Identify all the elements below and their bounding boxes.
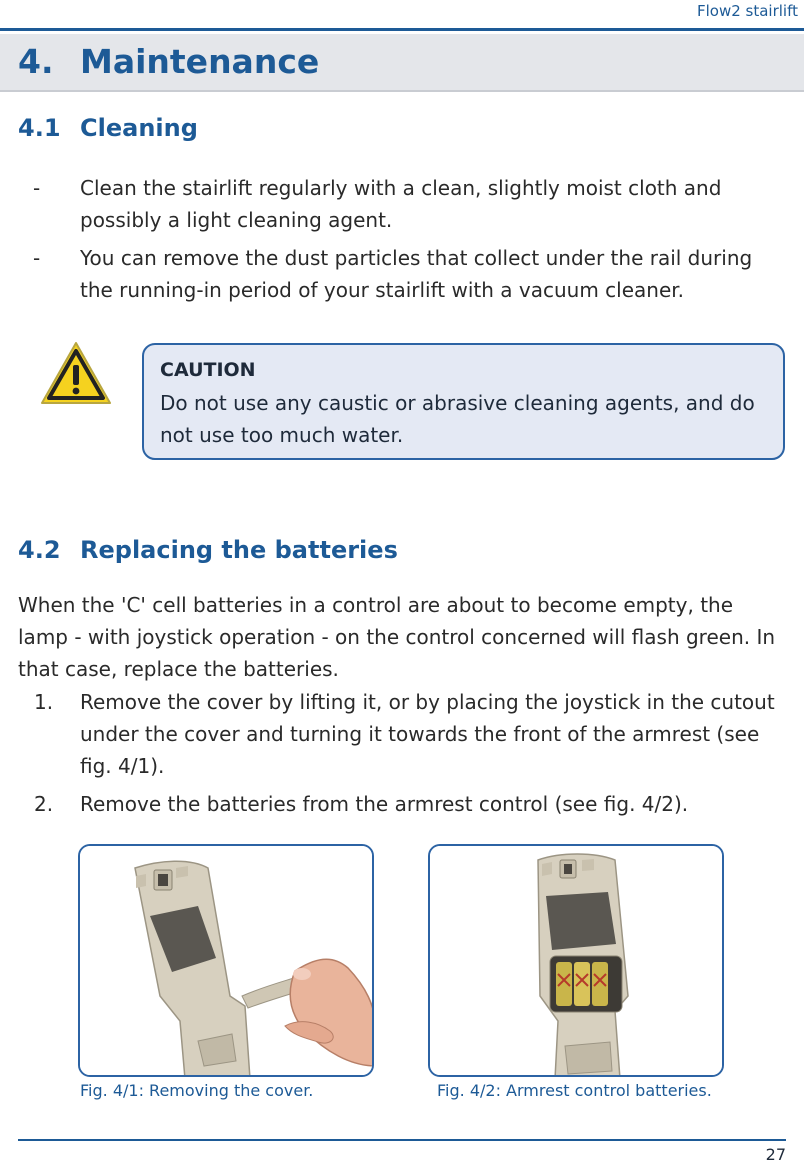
section-number: 4.1 <box>18 114 61 142</box>
section-heading-batteries <box>18 536 398 564</box>
step-text: Remove the cover by lifting it, or by placing the joystick in the cutout under the cover and turning it towards the front of the armrest (see fig. 4/1). <box>80 690 775 778</box>
header-rule <box>0 28 804 31</box>
chapter-number: 4. <box>18 42 54 81</box>
list-item <box>34 686 790 782</box>
chapter-title: Maintenance <box>80 42 320 81</box>
figure-armrest-batteries <box>428 844 724 1077</box>
bullet-marker: - <box>33 176 41 200</box>
list-item-text: You can remove the dust particles that collect under the rail during the running-in period of your stairlift with a vacuum cleaner. <box>80 246 753 302</box>
figure-removing-cover <box>78 844 374 1077</box>
list-item <box>33 242 790 306</box>
section-number: 4.2 <box>18 536 61 564</box>
footer-rule <box>18 1139 786 1141</box>
section-title: Replacing the batteries <box>80 536 398 564</box>
chapter-heading <box>18 42 319 81</box>
section-heading-cleaning <box>18 114 198 142</box>
header-product-name: Flow2 stairlift <box>696 2 798 20</box>
figure-caption: Fig. 4/1: Removing the cover. <box>80 1081 314 1100</box>
step-number: 2. <box>34 792 54 816</box>
page-number: 27 <box>765 1145 786 1163</box>
warning-triangle-icon <box>40 340 112 406</box>
list-item-text: Clean the stairlift regularly with a clean, slightly moist cloth and possibly a light cleaning agent. <box>80 176 722 232</box>
list-item <box>33 172 790 236</box>
figure-caption: Fig. 4/2: Armrest control batteries. <box>437 1081 712 1100</box>
caution-text: Do not use any caustic or abrasive cleaning agents, and do not use too much water. <box>160 391 755 447</box>
step-number: 1. <box>34 690 54 714</box>
caution-box <box>142 343 785 460</box>
step-text: Remove the batteries from the armrest control (see fig. 4/2). <box>80 792 689 816</box>
list-item <box>34 788 790 820</box>
caution-title: CAUTION <box>160 359 256 381</box>
section-title: Cleaning <box>80 114 198 142</box>
bullet-marker: - <box>33 246 41 270</box>
intro-paragraph: When the 'C' cell batteries in a control are about to become empty, the lamp - with joystick operation - on the control concerned will flash green. In that case, replace the batteries. <box>18 593 776 681</box>
